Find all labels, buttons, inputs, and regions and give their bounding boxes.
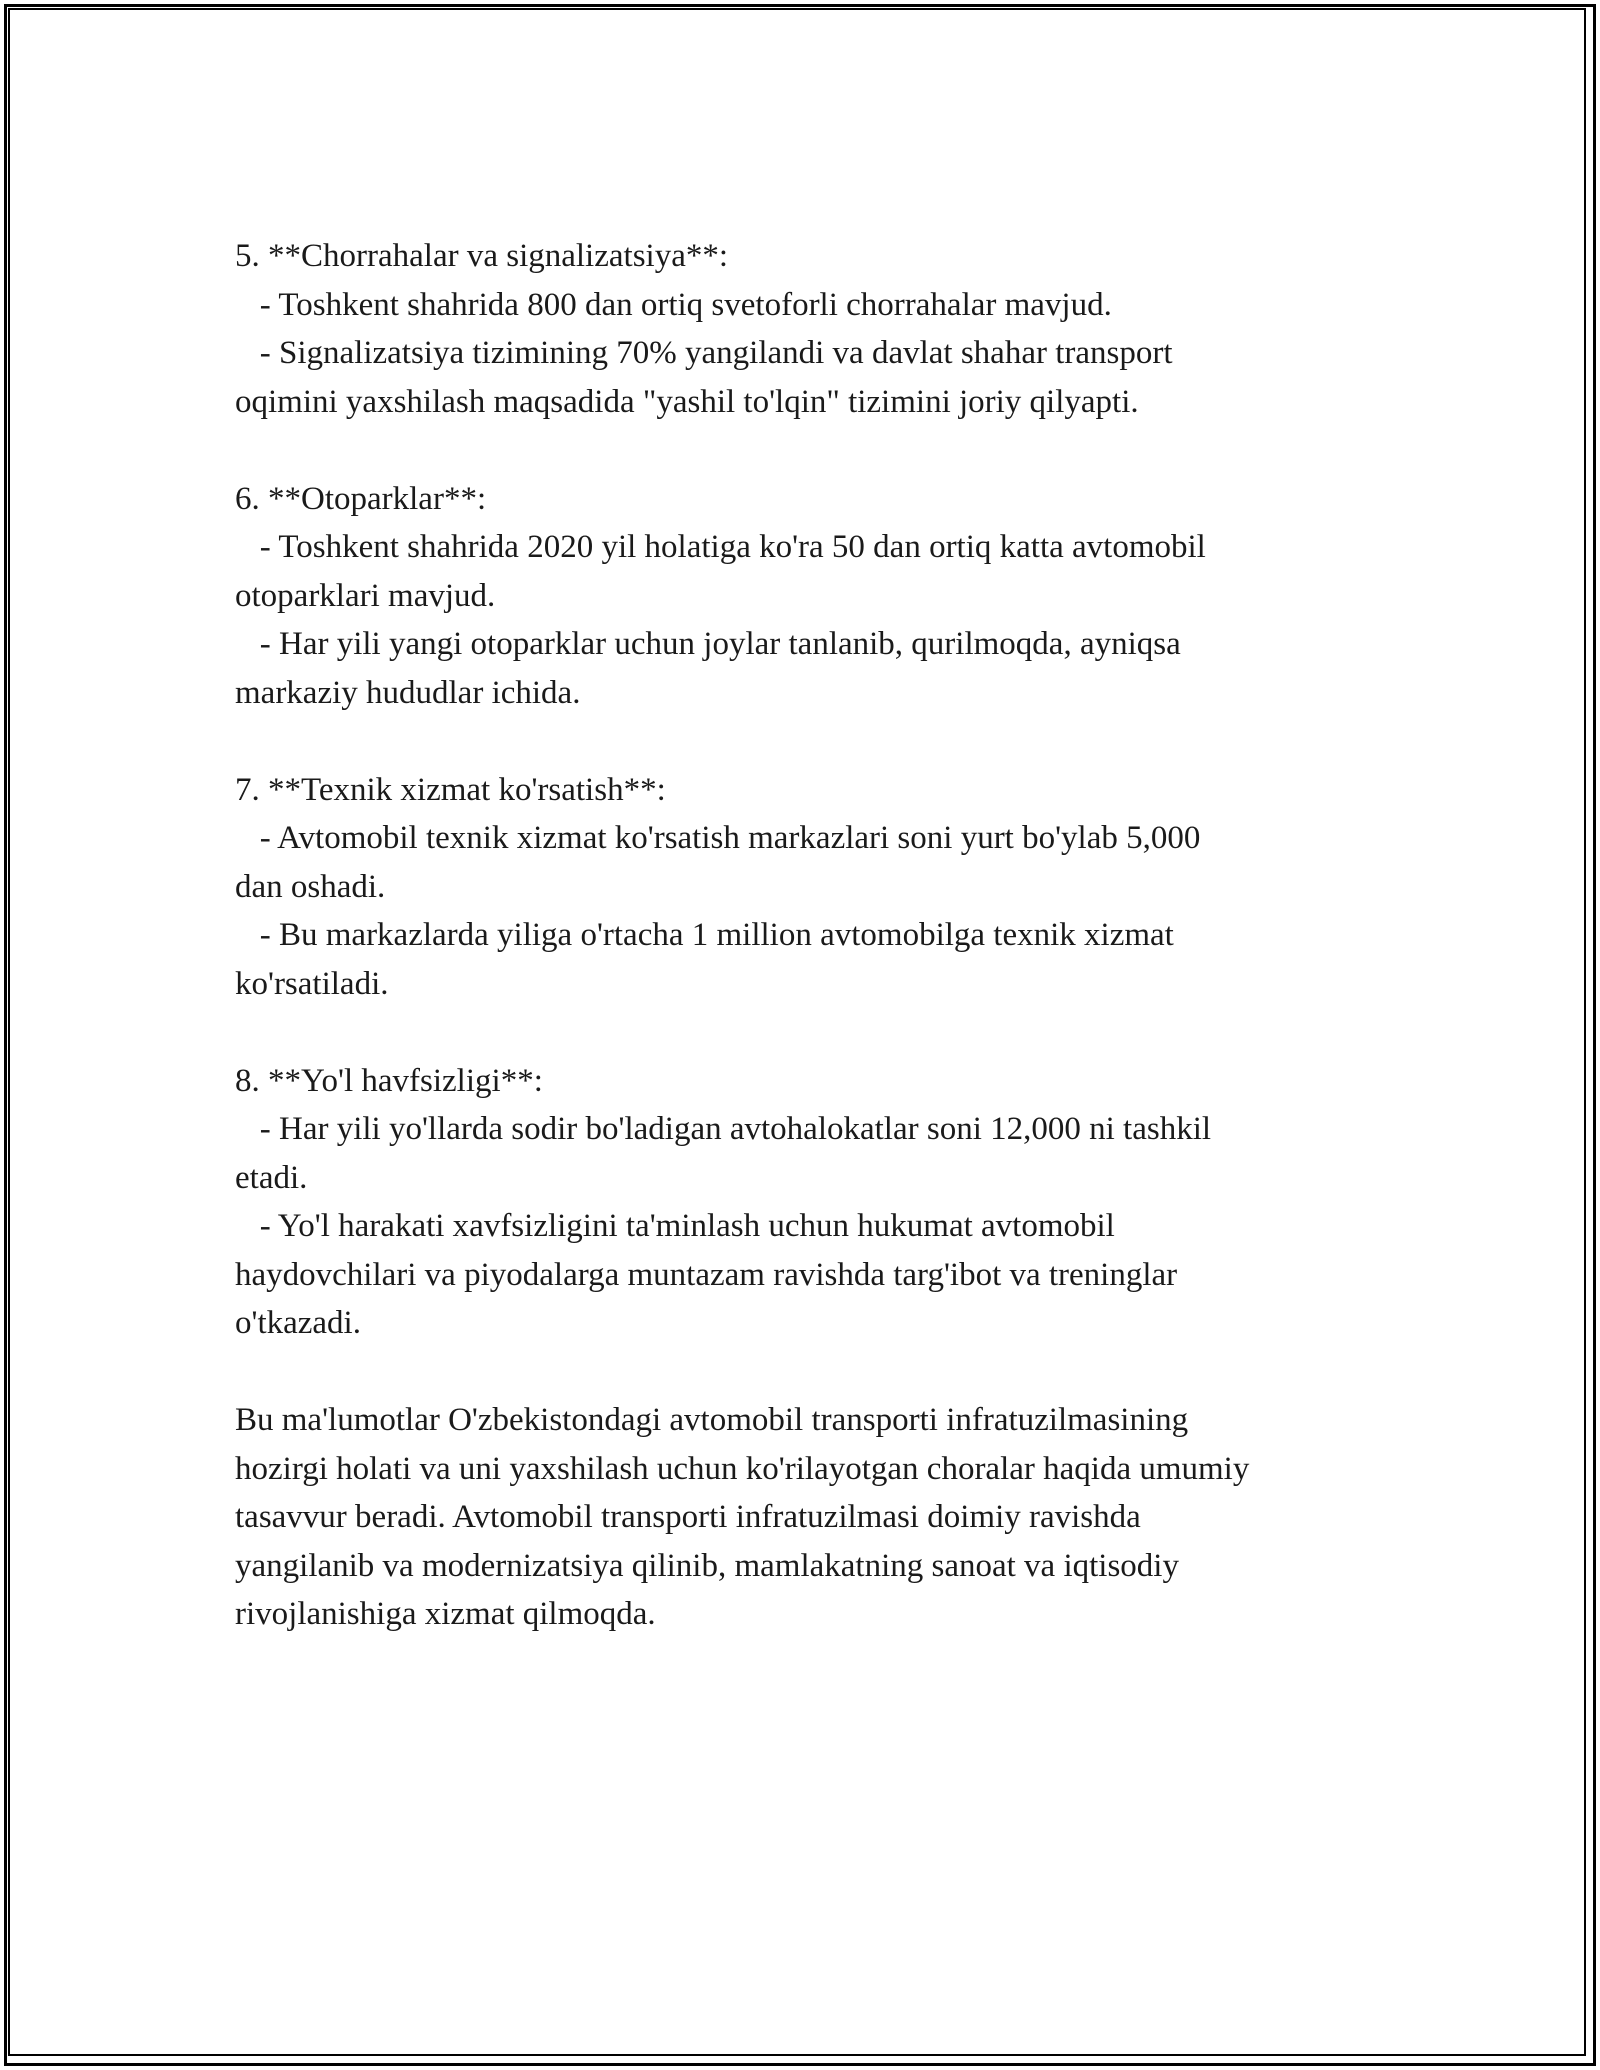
bullet-line: etadi. xyxy=(235,1159,308,1196)
conclusion-line: yangilanib va modernizatsiya qilinib, mamlakatning sanoat va iqtisodiy xyxy=(235,1547,1179,1584)
bullet-line: haydovchilari va piyodalarga muntazam ravishda targ'ibot va treninglar xyxy=(235,1256,1178,1293)
bullet-line: markaziy hududlar ichida. xyxy=(235,674,581,711)
section-heading: 5. **Chorrahalar va signalizatsiya**: xyxy=(235,238,729,274)
paragraph-gap xyxy=(235,1008,1395,1057)
bullet-line: - Har yili yo'llarda sodir bo'ladigan avtohalokatlar soni 12,000 ni tashkil xyxy=(235,1111,1212,1147)
section-5 xyxy=(235,232,1395,426)
document-body xyxy=(235,232,1395,1639)
section-heading: 7. **Texnik xizmat ko'rsatish**: xyxy=(235,771,666,808)
section-7 xyxy=(235,766,1395,1009)
bullet-line: o'tkazadi. xyxy=(235,1305,361,1341)
bullet-line: - Bu markazlarda yiliga o'rtacha 1 million avtomobilga texnik xizmat xyxy=(235,917,1174,953)
conclusion-line: tasavvur beradi. Avtomobil transporti infratuzilmasi doimiy ravishda xyxy=(235,1499,1141,1535)
section-8 xyxy=(235,1057,1395,1348)
paragraph-gap xyxy=(235,426,1395,475)
bullet-line: - Signalizatsiya tizimining 70% yangilandi va davlat shahar transport xyxy=(235,335,1173,371)
conclusion-line: rivojlanishiga xizmat qilmoqda. xyxy=(235,1596,656,1632)
paragraph-gap xyxy=(235,717,1395,766)
section-6 xyxy=(235,475,1395,718)
bullet-line: - Har yili yangi otoparklar uchun joylar tanlanib, qurilmoqda, ayniqsa xyxy=(235,626,1181,662)
bullet-line: ko'rsatiladi. xyxy=(235,965,389,1002)
conclusion-line: Bu ma'lumotlar O'zbekistondagi avtomobil transporti infratuzilmasining xyxy=(235,1402,1189,1438)
conclusion-line: hozirgi holati va uni yaxshilash uchun ko'rilayotgan choralar haqida umumiy xyxy=(235,1450,1250,1487)
bullet-line: - Avtomobil texnik xizmat ko'rsatish markazlari soni yurt bo'ylab 5,000 xyxy=(235,820,1201,856)
bullet-line: oqimini yaxshilash maqsadida "yashil to'lqin" tizimini joriy qilyapti. xyxy=(235,383,1139,420)
bullet-line: dan oshadi. xyxy=(235,868,386,905)
bullet-line: - Yo'l harakati xavfsizligini ta'minlash uchun hukumat avtomobil xyxy=(235,1208,1115,1244)
bullet-line: - Toshkent shahrida 2020 yil holatiga ko'ra 50 dan ortiq katta avtomobil xyxy=(235,529,1206,565)
conclusion-paragraph xyxy=(235,1396,1395,1639)
paragraph-gap xyxy=(235,1348,1395,1397)
bullet-line: - Toshkent shahrida 800 dan ortiq svetoforli chorrahalar mavjud. xyxy=(235,286,1112,323)
section-heading: 8. **Yo'l havfsizligi**: xyxy=(235,1062,543,1099)
section-heading: 6. **Otoparklar**: xyxy=(235,480,487,517)
bullet-line: otoparklari mavjud. xyxy=(235,577,496,614)
